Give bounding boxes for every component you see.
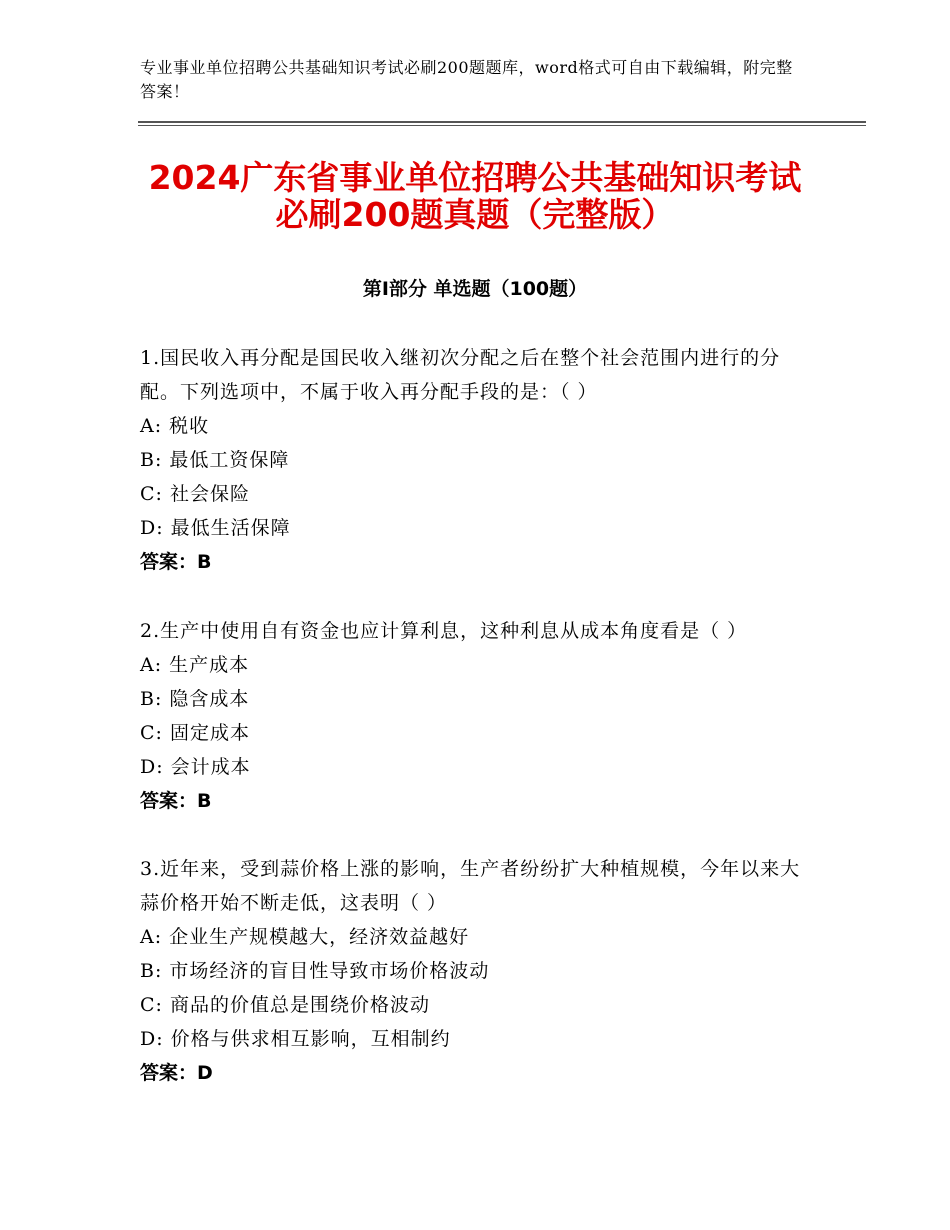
option-d: D: 会计成本	[140, 756, 251, 778]
header-note: 专业事业单位招聘公共基础知识考试必刷200题题库，word格式可自由下载编辑，附完整答案！	[140, 58, 793, 101]
option-d: D: 最低生活保障	[140, 517, 291, 539]
option-a: A: 生产成本	[140, 654, 250, 676]
option-a: A: 税收	[140, 415, 210, 437]
question-stem: 3.近年来，受到蒜价格上涨的影响，生产者纷纷扩大种植规模，今年以来大蒜价格开始不断走低，这表明（ ）	[140, 858, 801, 914]
answer: 答案：B	[140, 551, 212, 573]
option-b: B: 最低工资保障	[140, 449, 290, 471]
document-title-line-1: 2024广东省事业单位招聘公共基础知识考试	[148, 158, 802, 197]
answer: 答案：B	[140, 790, 212, 812]
header-rule-thin	[138, 125, 866, 126]
option-c: C: 商品的价值总是围绕价格波动	[140, 994, 430, 1016]
option-b: B: 市场经济的盲目性导致市场价格波动	[140, 960, 490, 982]
document-title-line-2: 必刷200题真题（完整版）	[275, 195, 675, 234]
option-b: B: 隐含成本	[140, 688, 250, 710]
question-2	[140, 614, 820, 818]
question-stem: 2.生产中使用自有资金也应计算利息，这种利息从成本角度看是（ ）	[140, 620, 748, 642]
section-heading: 第Ⅰ部分 单选题（100题）	[362, 278, 588, 300]
question-3	[140, 852, 820, 1090]
header-rule-thick	[138, 121, 866, 123]
question-stem: 1.国民收入再分配是国民收入继初次分配之后在整个社会范围内进行的分配。下列选项中，不属于收入再分配手段的是：（ ）	[140, 347, 781, 403]
option-c: C: 社会保险	[140, 483, 250, 505]
question-1	[140, 341, 820, 579]
answer: 答案：D	[140, 1062, 213, 1084]
option-a: A: 企业生产规模越大，经济效益越好	[140, 926, 470, 948]
option-d: D: 价格与供求相互影响，互相制约	[140, 1028, 451, 1050]
option-c: C: 固定成本	[140, 722, 250, 744]
